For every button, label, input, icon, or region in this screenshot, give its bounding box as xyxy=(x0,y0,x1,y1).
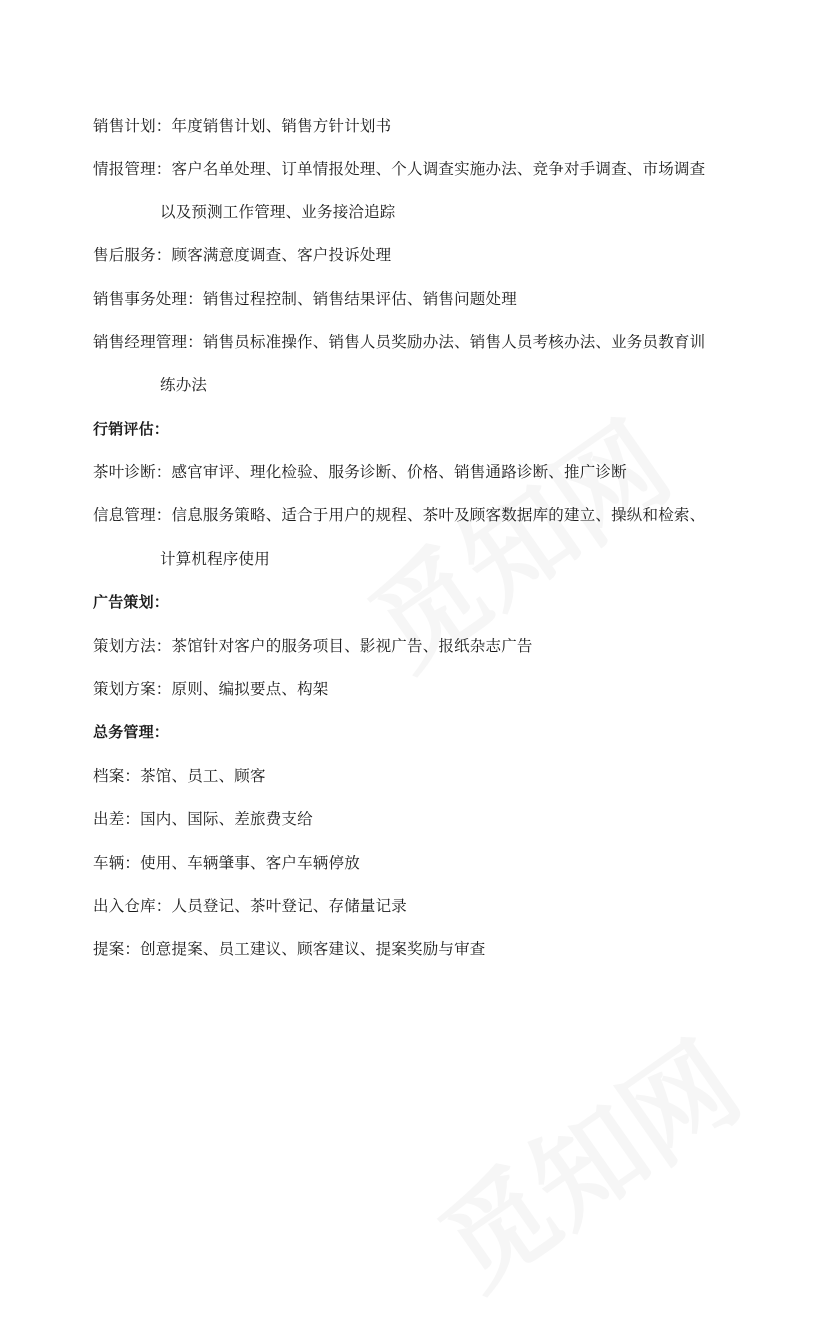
planning-method-line: 策划方法：茶馆针对客户的服务项目、影视广告、报纸杂志广告 xyxy=(93,637,533,655)
info-management-line: 信息管理：信息服务策略、适合于用户的规程、茶叶及顾客数据库的建立、操纵和检索、 xyxy=(93,506,706,524)
planning-scheme-line: 策划方案：原则、编拟要点、构架 xyxy=(93,680,329,698)
sales-plan-line: 销售计划：年度销售计划、销售方针计划书 xyxy=(93,117,392,135)
sales-manager-line: 销售经理管理：销售员标准操作、销售人员奖励办法、销售人员考核办法、业务员教育训 xyxy=(93,333,706,351)
after-sales-line: 售后服务：顾客满意度调查、客户投诉处理 xyxy=(93,246,392,264)
general-affairs-heading: 总务管理： xyxy=(93,723,170,741)
intel-management-line-cont: 以及预测工作管理、业务接洽追踪 xyxy=(160,203,396,221)
watermark xyxy=(405,1000,766,1318)
ad-planning-heading: 广告策划： xyxy=(93,593,170,611)
tea-diagnosis-line: 茶叶诊断：感官审评、理化检验、服务诊断、价格、销售通路诊断、推广诊断 xyxy=(93,463,627,481)
vehicles-line: 车辆：使用、车辆肇事、客户车辆停放 xyxy=(93,854,360,872)
business-trip-line: 出差：国内、国际、差旅费支给 xyxy=(93,810,313,828)
sales-affairs-line: 销售事务处理：销售过程控制、销售结果评估、销售问题处理 xyxy=(93,290,517,308)
proposals-line: 提案：创意提案、员工建议、顾客建议、提案奖励与审查 xyxy=(93,940,486,958)
archives-line: 档案：茶馆、员工、顾客 xyxy=(93,767,266,785)
marketing-evaluation-heading: 行销评估： xyxy=(93,420,170,438)
intel-management-line: 情报管理：客户名单处理、订单情报处理、个人调查实施办法、竞争对手调查、市场调查 xyxy=(93,160,706,178)
warehouse-line: 出入仓库：人员登记、茶叶登记、存储量记录 xyxy=(93,897,408,915)
info-management-line-cont: 计算机程序使用 xyxy=(160,550,270,568)
sales-manager-line-cont: 练办法 xyxy=(160,376,208,394)
